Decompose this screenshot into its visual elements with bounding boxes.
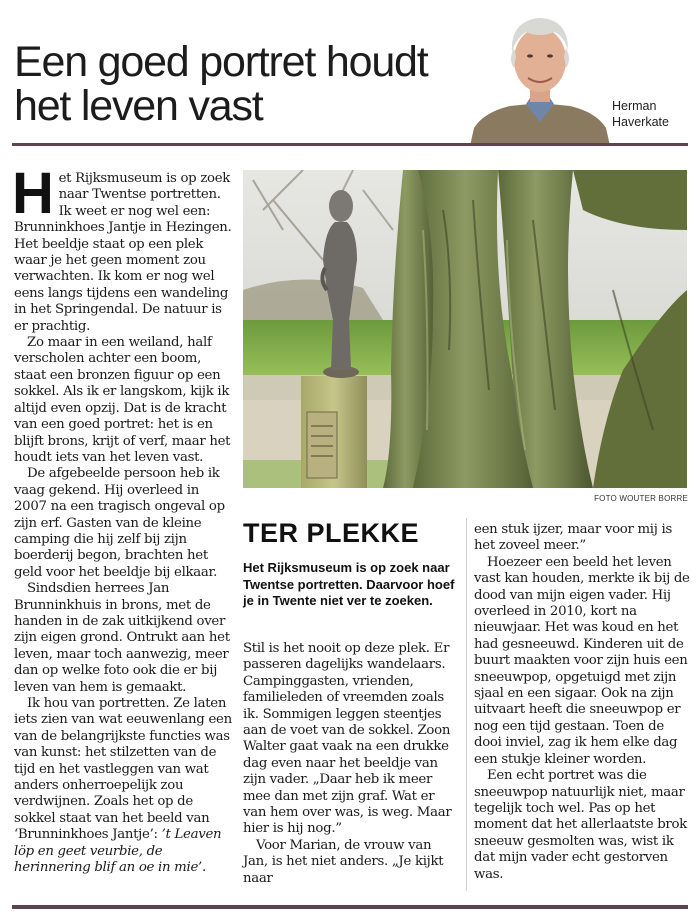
lead-text: Het Rijksmuseum is op zoek naar Twentse portretten. Daarvoor hoef je in Twente niet ver te zoeken. bbox=[243, 560, 455, 608]
statue-tree-photo bbox=[243, 170, 687, 488]
paragraph: Sindsdien herrees Jan Brunninkhuis in brons, met de handen in de zak uitkijkend over zijn eigen grond. Ontrukt aan het leven, maar toch aanwezig, meer dan op welke foto ook die er bij leven van hem is gemaakt. bbox=[14, 581, 230, 695]
paragraph: een stuk ijzer, maar voor mij is het zoveel meer.” bbox=[474, 522, 672, 554]
paragraph: Zo maar in een weiland, half verscholen achter een boom, staat een bronzen figuur op een sokkel. Als ik er langskom, kijk ik altijd even opzij. Dat is de kracht van een goed portret: het is en blijft brons, krijt of verf, maar het houdt iets van het leven vast. bbox=[14, 335, 231, 465]
author-first-name: Herman bbox=[612, 99, 657, 113]
author-last-name: Haverkate bbox=[612, 115, 669, 129]
drop-cap: H bbox=[12, 161, 54, 226]
paragraph: Hoezeer een beeld het leven vast kan houden, merkte ik bij de dood van mijn eigen vader. Hij overleed in 2010, kort na nieuwjaar. Het was koud en het had gesneeuwd. Kinderen uit de buurt maakten voor zijn huis een sneeuwpop, opgetuigd met zijn sjaal en een sigaar. Ook na zijn uitvaart heeft die sneeuwpop er nog een tijd gestaan. Toen de dooi inviel, zag ik hem elke dag een stukje kleiner worden. bbox=[474, 554, 690, 767]
header-rule bbox=[12, 143, 688, 146]
paragraph: Voor Marian, de vrouw van Jan, is het niet anders. „Je kijkt naar bbox=[243, 837, 444, 886]
article-photo bbox=[243, 170, 687, 488]
paragraph: Een echt portret was die sneeuwpop natuurlijk niet, maar tegelijk toch wel. Pas op het moment dat het allerlaatste brok sneeuw gesmolten was, wist ik dat mijn vader echt gestorven was. bbox=[474, 768, 687, 882]
photo-credit: FOTO WOUTER BORRE bbox=[594, 494, 688, 503]
headline: Een goed portret houdt het leven vast bbox=[14, 38, 428, 130]
paragraph: Ik hou van portretten. Ze laten iets zien van wat eeuwenlang een van de belangrijkste functies was van kunst: het stilzetten van de tijd en het vastleggen van wat anders onherroepelijk zou verdwijnen. Zoals het op de sokkel staat van het beeld van ‘Brunninkhoes Jantje’: ’t Leaven löp en geet veurbie, de herinnering blif an oe in mie’. bbox=[14, 696, 232, 876]
article-column-1 bbox=[12, 161, 232, 876]
article-column-2 bbox=[243, 641, 458, 887]
article-column-3 bbox=[474, 522, 690, 883]
author-byline bbox=[612, 98, 692, 130]
column-divider bbox=[466, 518, 467, 891]
footer-rule bbox=[12, 905, 688, 909]
dialect-quote: ’t Leaven löp en geet veurbie, de herinnering blif an oe in mie’ bbox=[14, 827, 222, 876]
section-kicker: TER PLEKKE bbox=[243, 518, 420, 548]
paragraph: Stil is het nooit op deze plek. Er passeren dagelijks wandelaars. Campinggasten, vrienden, familieleden of vreemden zoals ik. Sommigen leggen steentjes aan de voet van de sokkel. Zoon Walter gaat vaak na een drukke dag even naar het beeldje van zijn vader. „Daar heb ik meer mee dan met zijn graf. Wat er van hem over was, is weg. Maar hier is hij nog.” bbox=[243, 641, 452, 837]
paragraph: Het Rijksmuseum is op zoek naar Twentse portretten. Ik weet er nog wel een: Brunninkhoes Jantje in Hezingen. Het beeldje staat op een plek waar je het geen moment zou verwachten. Ik kom er nog wel eens langs tijdens een wandeling in het Springendal. De natuur is er prachtig. bbox=[12, 161, 232, 334]
paragraph: De afgebeelde persoon heb ik vaag gekend. Hij overleed in 2007 na een tragisch ongeval op zijn erf. Gasten van de kleine camping die hij zelf bij zijn boerderij begon, brachten het geld voor het beeldje bij elkaar. bbox=[14, 466, 225, 580]
author-portrait bbox=[470, 8, 610, 146]
